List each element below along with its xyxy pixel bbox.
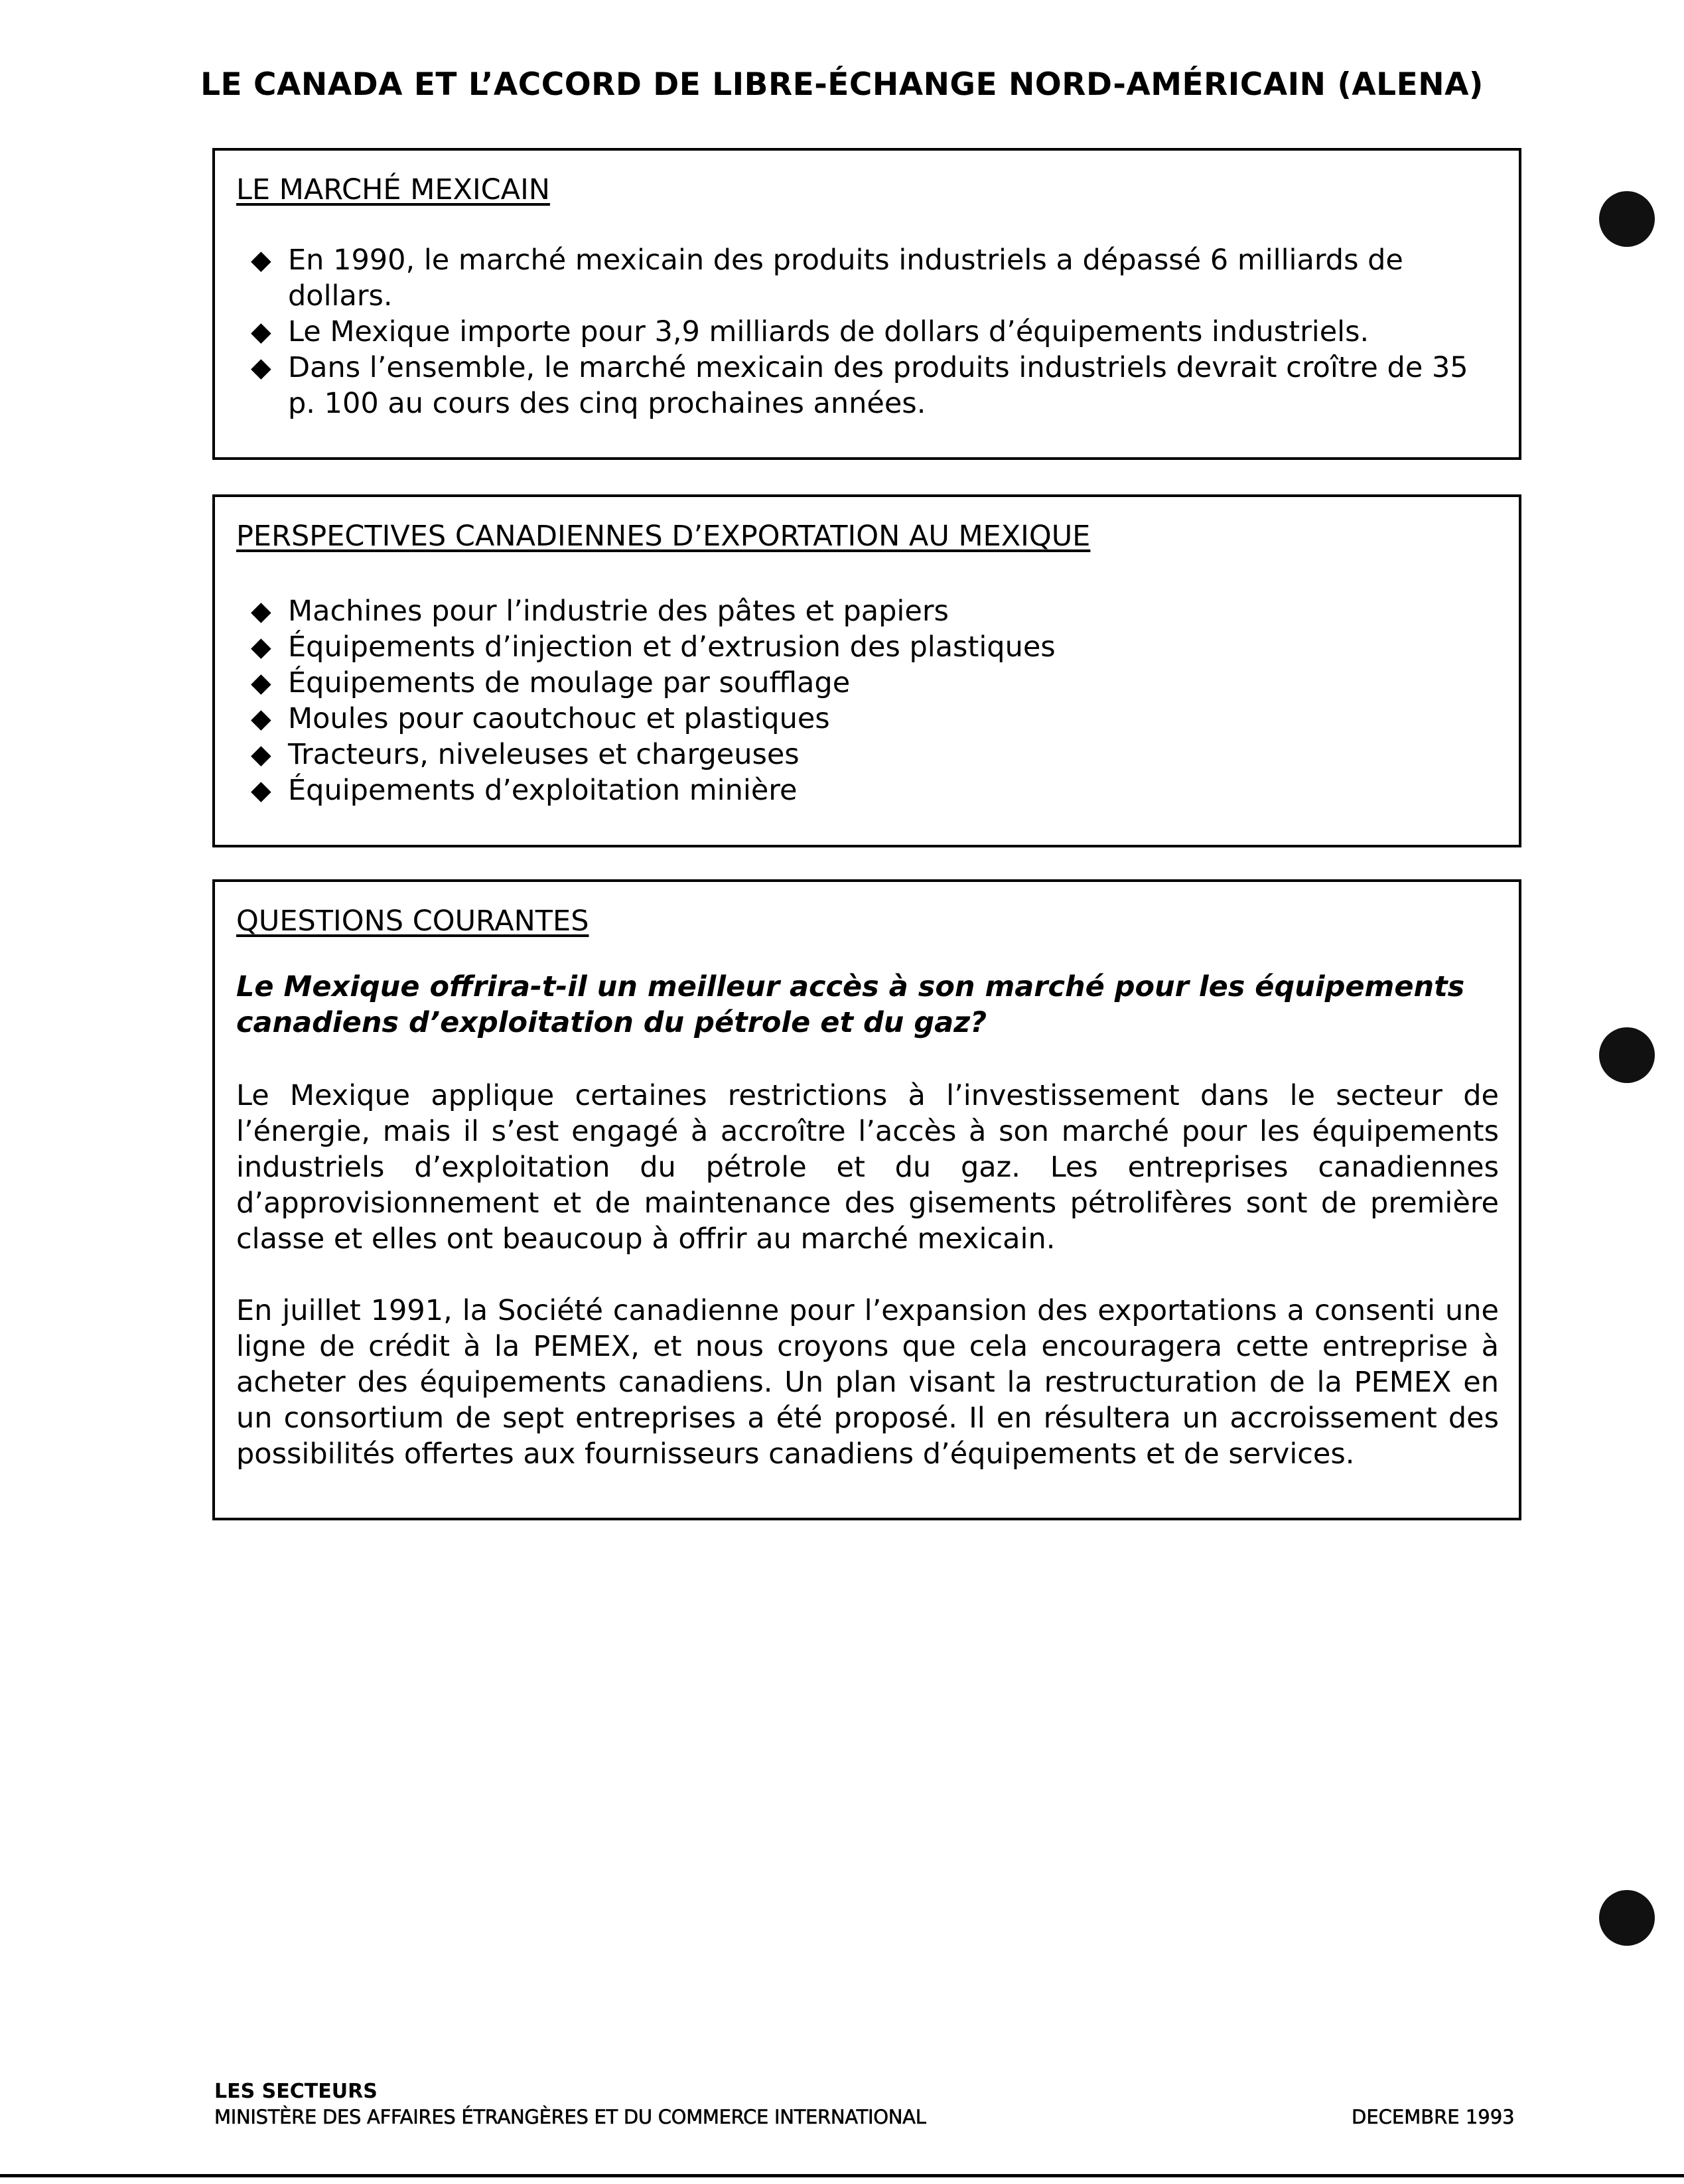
- answer-paragraph: Le Mexique applique certaines restrictions à l’investissement dans le secteur de l’énergie, mais il s’est engagé à accroître l’accès à son marché pour les équipements industriels d’exploitation du pétrole et du gaz. Les entreprises canadiennes d’approvisionnement et de maintenance des gisements pétrolifères sont de première classe et elles ont beaucoup à offrir au marché mexicain.: [236, 1079, 1499, 1256]
- list-item: [236, 772, 1499, 808]
- question-text: Le Mexique offrira-t-il un meilleur accès à son marché pour les équipements canadiens d’exploitation du pétrole et du gaz?: [236, 970, 1465, 1039]
- list-item-text: Dans l’ensemble, le marché mexicain des produits industriels devrait croître de 35 p. 100 au cours des cinq prochaines années.: [288, 351, 1468, 420]
- list-item: [236, 737, 1499, 772]
- section-marche-mexicain: [212, 148, 1521, 460]
- punch-hole-icon: [1599, 191, 1655, 247]
- list-item-text: Tracteurs, niveleuses et chargeuses: [288, 738, 800, 771]
- list-item-text: Équipements d’exploitation minière: [288, 774, 798, 807]
- answer-paragraph: En juillet 1991, la Société canadienne pour l’expansion des exportations a consenti une ligne de crédit à la PEMEX, et nous croyons que cela encouragera cette entreprise à acheter des équipements canadiens. Un plan visant la restructuration de la PEMEX en un consortium de sept entreprises a été proposé. Il en résultera un accroissement des possibilités offertes aux fournisseurs canadiens d’équipements et de services.: [236, 1294, 1499, 1471]
- list-item-text: Moules pour caoutchouc et plastiques: [288, 702, 830, 735]
- bullet-list: [236, 593, 1499, 808]
- list-item: [236, 314, 1499, 350]
- diamond-bullet-icon: ◆: [251, 352, 271, 383]
- footer-line-1: LES SECTEURS: [214, 2080, 378, 2103]
- list-item-text: En 1990, le marché mexicain des produits industriels a dépassé 6 milliards de dollars.: [288, 244, 1403, 313]
- list-item-text: Équipements de moulage par soufflage: [288, 666, 851, 699]
- bullet-list: [236, 242, 1499, 421]
- diamond-bullet-icon: ◆: [251, 245, 271, 275]
- section-heading: QUESTIONS COURANTES: [236, 905, 589, 938]
- diamond-bullet-icon: ◆: [251, 317, 271, 347]
- diamond-bullet-icon: ◆: [251, 775, 271, 806]
- diamond-bullet-icon: ◆: [251, 632, 271, 662]
- list-item: [236, 701, 1499, 737]
- list-item: [236, 350, 1499, 421]
- footer-publisher: [214, 2079, 926, 2130]
- bottom-rule: [0, 2174, 1684, 2177]
- footer-line-2: MINISTÈRE DES AFFAIRES ÉTRANGÈRES ET DU COMMERCE INTERNATIONAL: [214, 2106, 926, 2128]
- section-heading: LE MARCHÉ MEXICAIN: [236, 173, 550, 206]
- diamond-bullet-icon: ◆: [251, 739, 271, 770]
- section-perspectives-exportation: [212, 494, 1521, 847]
- page-title: LE CANADA ET L’ACCORD DE LIBRE-ÉCHANGE NORD-AMÉRICAIN (ALENA): [200, 66, 1484, 103]
- footer-date: DECEMBRE 1993: [1352, 2106, 1515, 2128]
- list-item: [236, 665, 1499, 701]
- section-heading: PERSPECTIVES CANADIENNES D’EXPORTATION AU MEXIQUE: [236, 520, 1091, 553]
- list-item: [236, 593, 1499, 629]
- list-item: [236, 242, 1499, 314]
- section-questions-courantes: [212, 879, 1521, 1520]
- punch-hole-icon: [1599, 1890, 1655, 1946]
- diamond-bullet-icon: ◆: [251, 668, 271, 698]
- list-item-text: Machines pour l’industrie des pâtes et papiers: [288, 595, 949, 628]
- diamond-bullet-icon: ◆: [251, 596, 271, 626]
- list-item: [236, 629, 1499, 665]
- list-item-text: Le Mexique importe pour 3,9 milliards de dollars d’équipements industriels.: [288, 315, 1369, 348]
- diamond-bullet-icon: ◆: [251, 703, 271, 734]
- list-item-text: Équipements d’injection et d’extrusion des plastiques: [288, 630, 1056, 664]
- punch-hole-icon: [1599, 1027, 1655, 1083]
